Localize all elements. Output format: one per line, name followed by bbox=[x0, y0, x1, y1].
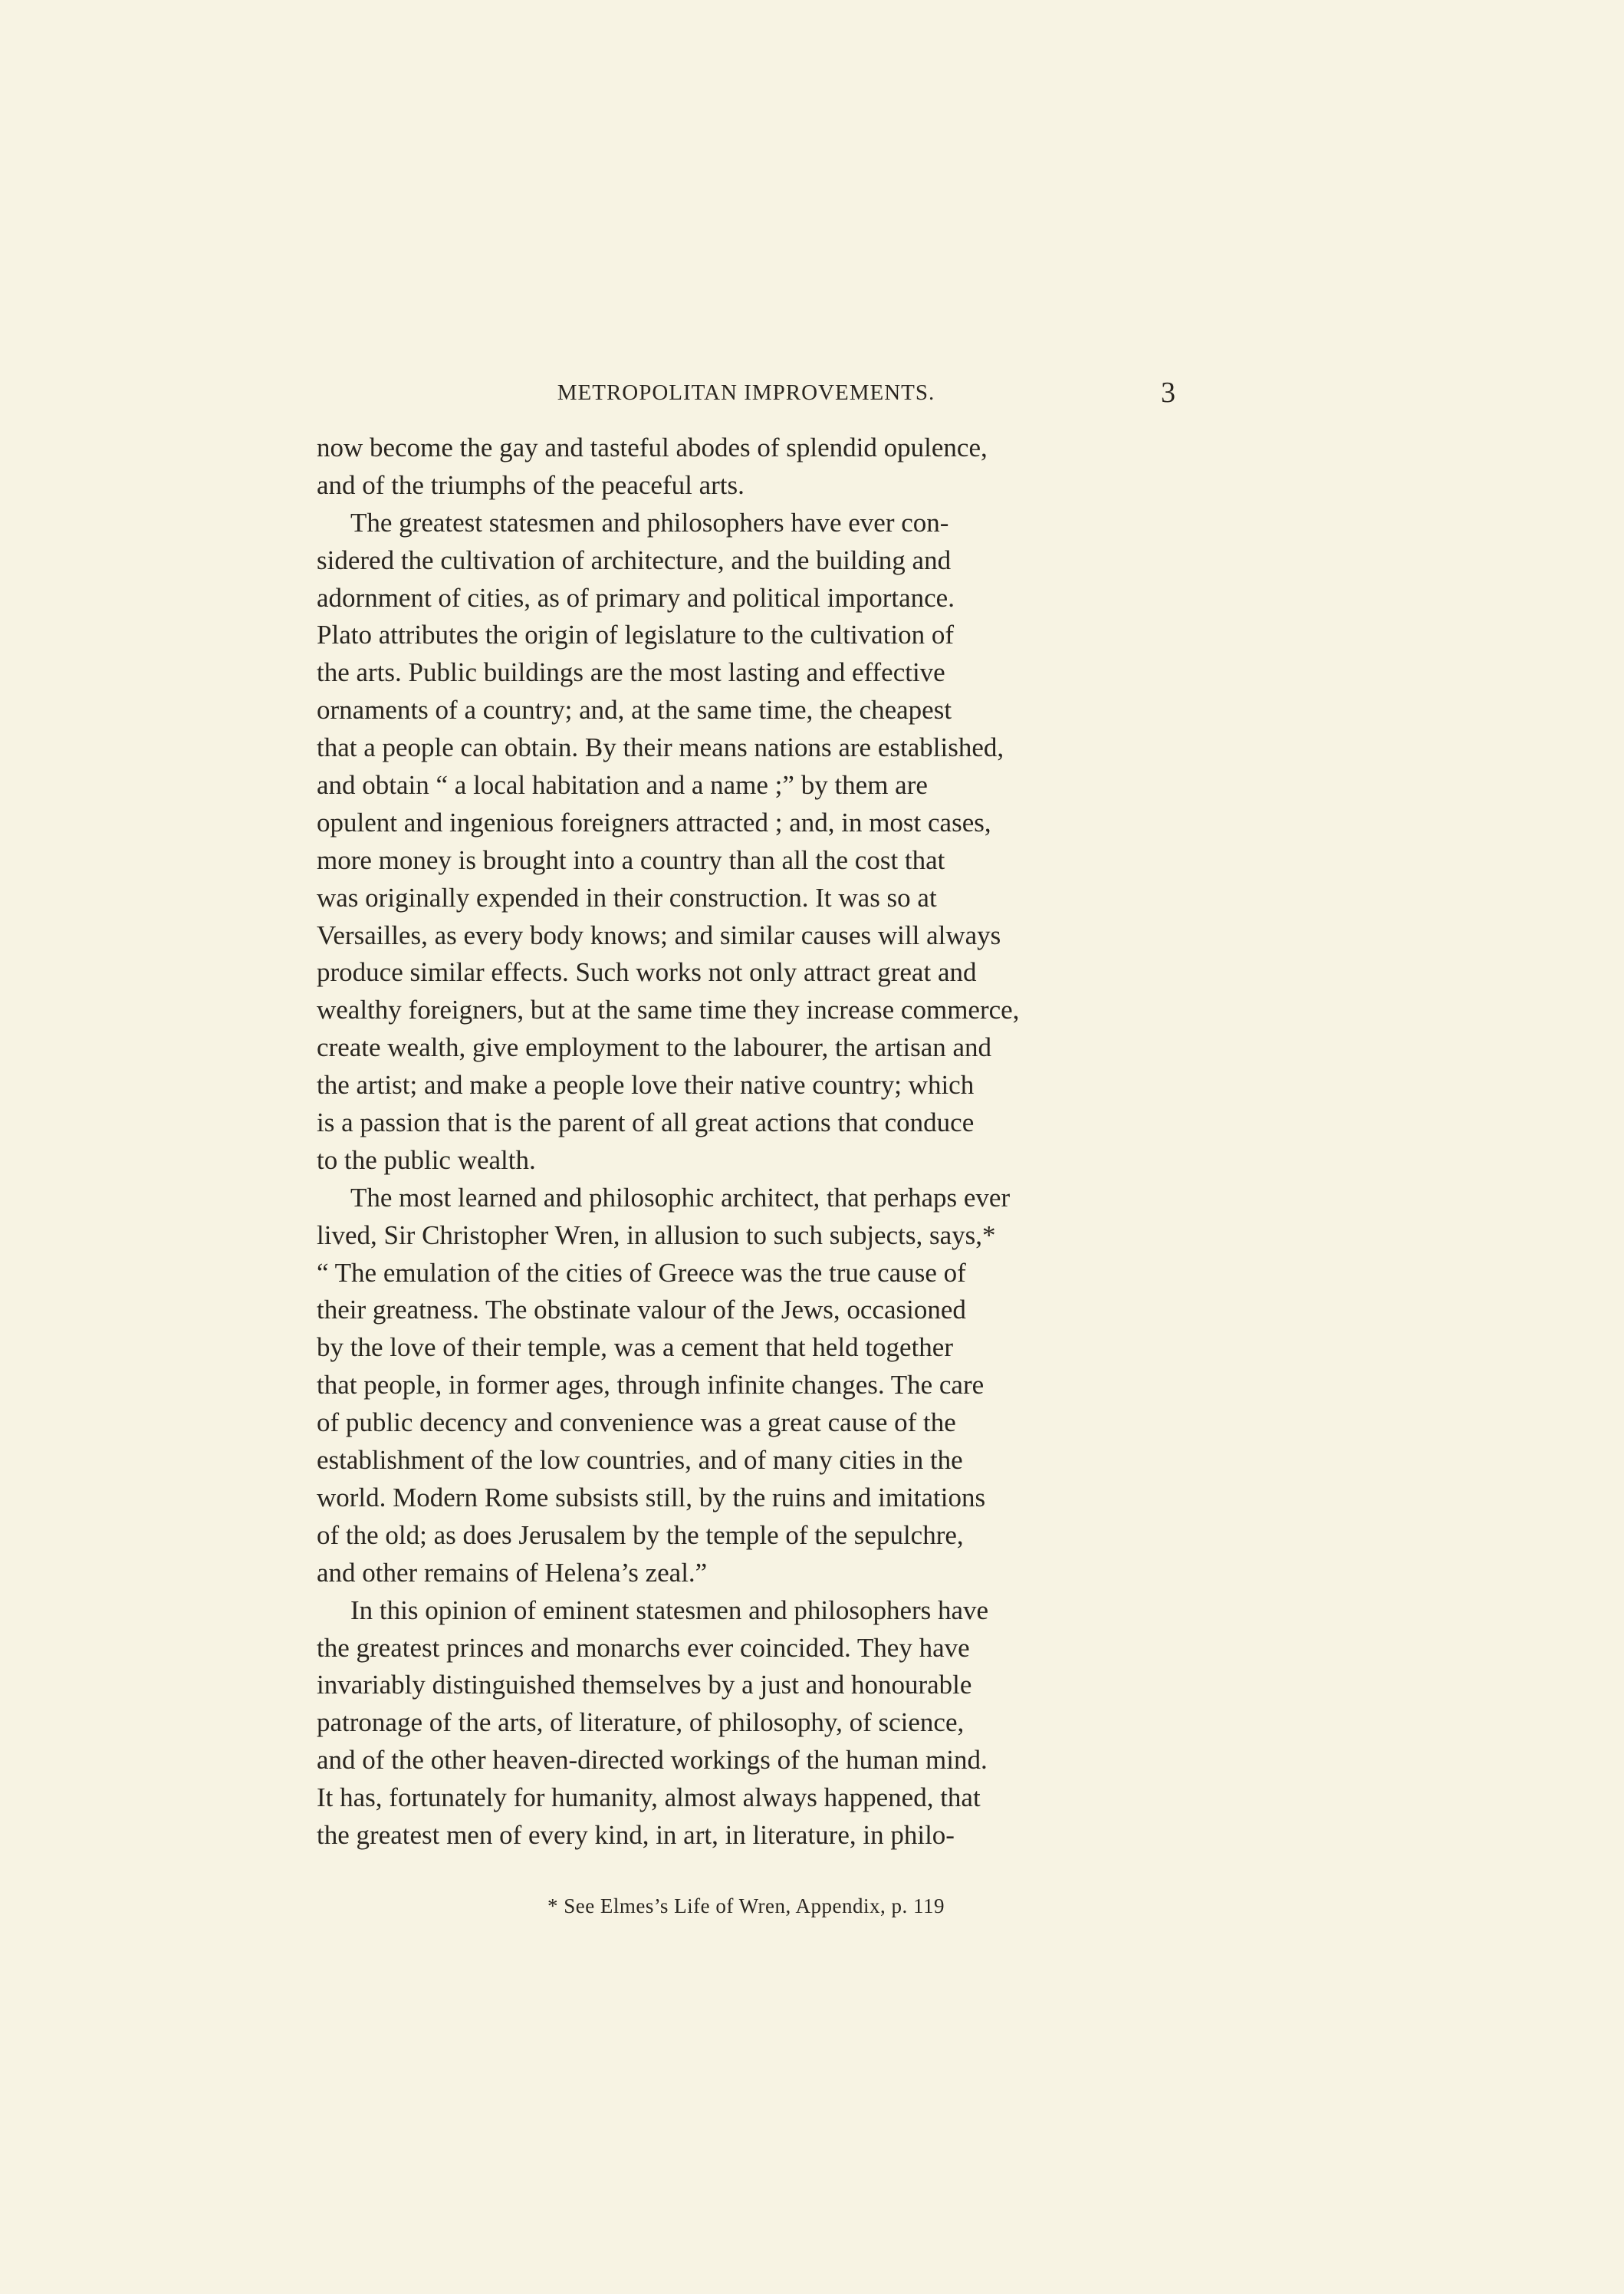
text-line: was originally expended in their construction. It was so at bbox=[317, 882, 937, 913]
text-line: adornment of cities, as of primary and political importance. bbox=[317, 582, 955, 613]
text-line: the greatest princes and monarchs ever coincided. They have bbox=[317, 1632, 970, 1663]
text-line: Versailles, as every body knows; and similar causes will always bbox=[317, 920, 1001, 950]
text-line: of public decency and convenience was a great cause of the bbox=[317, 1407, 956, 1438]
text-line: to the public wealth. bbox=[317, 1144, 536, 1175]
text-line: the artist; and make a people love their native country; which bbox=[317, 1070, 975, 1101]
page-number: 3 bbox=[1161, 377, 1175, 409]
text-line: that a people can obtain. By their means nations are established, bbox=[317, 732, 1004, 763]
text-line: lived, Sir Christopher Wren, in allusion to such subjects, says,* bbox=[317, 1219, 996, 1250]
text-line: In this opinion of eminent statesmen and philosophers have bbox=[350, 1595, 989, 1625]
text-line: “ The emulation of the cities of Greece was the true cause of bbox=[317, 1257, 966, 1288]
text-line: invariably distinguished themselves by a just and honourable bbox=[317, 1670, 972, 1700]
text-line: of the old; as does Jerusalem by the temple of the sepulchre, bbox=[317, 1519, 964, 1550]
text-line: by the love of their temple, was a cement that held together bbox=[317, 1332, 953, 1363]
text-line: their greatness. The obstinate valour of the Jews, occasioned bbox=[317, 1295, 966, 1325]
text-line: ornaments of a country; and, at the same time, the cheapest bbox=[317, 695, 952, 726]
text-line: world. Modern Rome subsists still, by the ruins and imitations bbox=[317, 1482, 986, 1512]
text-line: The greatest statesmen and philosophers have ever con- bbox=[350, 507, 949, 538]
text-line: It has, fortunately for humanity, almost always happened, that bbox=[317, 1782, 981, 1813]
text-line: and other remains of Helena’s zeal.” bbox=[317, 1557, 708, 1588]
text-line: is a passion that is the parent of all great actions that conduce bbox=[317, 1108, 975, 1138]
text-line: create wealth, give employment to the labourer, the artisan and bbox=[317, 1032, 992, 1063]
text-line: and of the triumphs of the peaceful arts. bbox=[317, 469, 745, 500]
text-line: the greatest men of every kind, in art, in literature, in philo- bbox=[317, 1819, 955, 1850]
text-line: and obtain “ a local habitation and a name ;” by them are bbox=[317, 770, 928, 801]
text-line: patronage of the arts, of literature, of philosophy, of science, bbox=[317, 1707, 965, 1738]
body-text bbox=[317, 430, 1175, 1855]
running-head bbox=[317, 376, 1175, 414]
text-line: more money is brought into a country than all the cost that bbox=[317, 844, 945, 875]
text-line: sidered the cultivation of architecture, and the building and bbox=[317, 545, 952, 575]
text-line: wealthy foreigners, but at the same time they increase commerce, bbox=[317, 995, 1020, 1025]
running-title: METROPOLITAN IMPROVEMENTS. bbox=[557, 380, 935, 405]
footnote: * See Elmes’s Life of Wren, Appendix, p. 119 bbox=[547, 1894, 945, 1917]
text-line: establishment of the low countries, and of many cities in the bbox=[317, 1445, 963, 1476]
text-line: the arts. Public buildings are the most lasting and effective bbox=[317, 657, 945, 688]
text-line: Plato attributes the origin of legislature to the cultivation of bbox=[317, 620, 955, 650]
text-line: The most learned and philosophic architect, that perhaps ever bbox=[350, 1182, 1011, 1213]
text-line: now become the gay and tasteful abodes of splendid opulence, bbox=[317, 433, 988, 462]
text-line: produce similar effects. Such works not only attract great and bbox=[317, 957, 977, 988]
text-line: opulent and ingenious foreigners attracted ; and, in most cases, bbox=[317, 807, 991, 838]
text-line: that people, in former ages, through infinite changes. The care bbox=[317, 1370, 985, 1400]
text-line: and of the other heaven-directed workings of the human mind. bbox=[317, 1745, 988, 1776]
